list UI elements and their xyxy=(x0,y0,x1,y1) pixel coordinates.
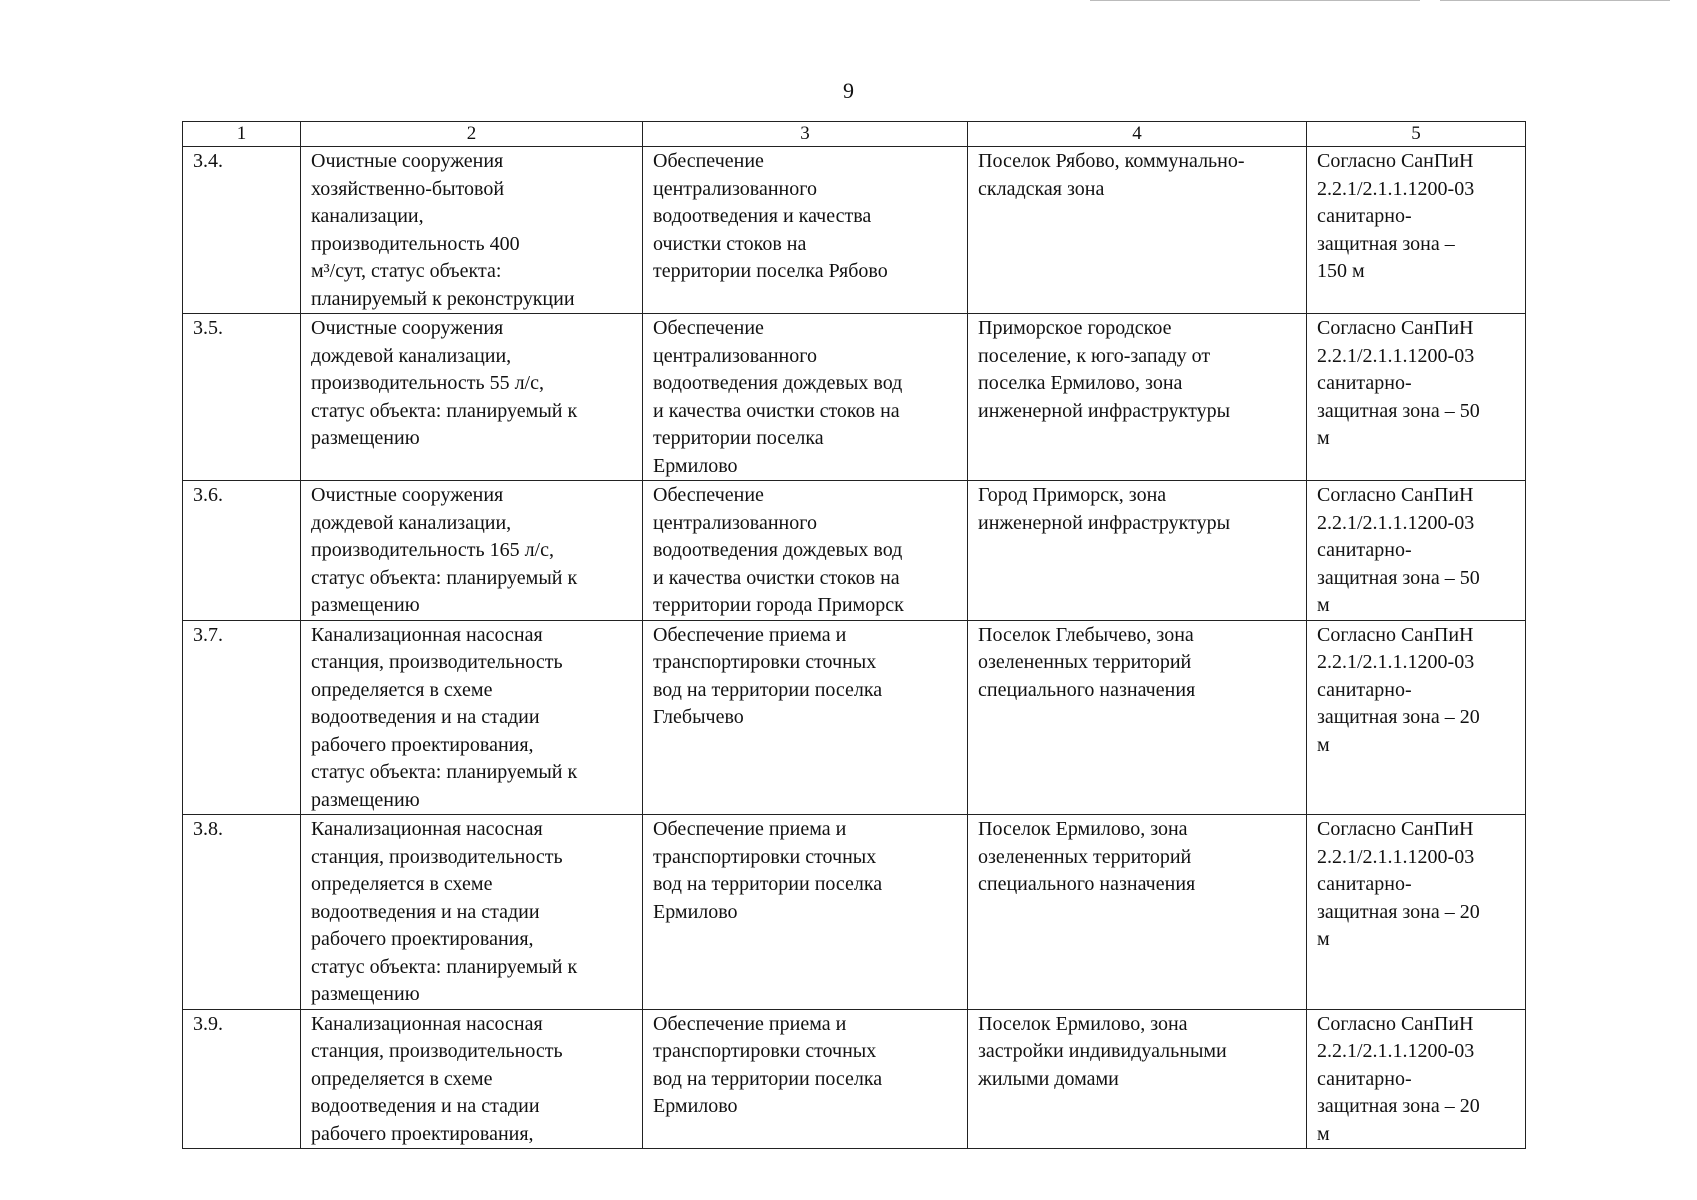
table-row xyxy=(183,620,1526,815)
table-row xyxy=(183,815,1526,1010)
purpose-cell: Обеспечение приема и транспортировки сточных вод на территории поселка Ермилово xyxy=(643,1009,968,1149)
zone-cell: Согласно СанПиН 2.2.1/2.1.1.1200-03 санитарно- защитная зона – 50 м xyxy=(1307,481,1526,621)
location-cell: Поселок Ермилово, зона озелененных территорий специального назначения xyxy=(968,815,1307,1010)
object-name-cell: Канализационная насосная станция, производительность определяется в схеме водоотведения и на стадии рабочего проектирования, статус объекта: планируемый к размещению xyxy=(301,620,643,815)
objects-table xyxy=(182,121,1526,1149)
column-header: 1 xyxy=(183,122,301,147)
zone-cell: Согласно СанПиН 2.2.1/2.1.1.1200-03 санитарно- защитная зона – 150 м xyxy=(1307,147,1526,314)
row-number-cell: 3.7. xyxy=(183,620,301,815)
purpose-cell: Обеспечение приема и транспортировки сточных вод на территории поселка Ермилово xyxy=(643,815,968,1010)
zone-cell: Согласно СанПиН 2.2.1/2.1.1.1200-03 санитарно- защитная зона – 20 м xyxy=(1307,620,1526,815)
purpose-cell: Обеспечение централизованного водоотведения и качества очистки стоков на территории поселка Рябово xyxy=(643,147,968,314)
object-name-cell: Очистные сооружения дождевой канализации, производительность 165 л/с, статус объекта: планируемый к размещению xyxy=(301,481,643,621)
row-number-cell: 3.4. xyxy=(183,147,301,314)
column-header: 5 xyxy=(1307,122,1526,147)
location-cell: Поселок Ермилово, зона застройки индивидуальными жилыми домами xyxy=(968,1009,1307,1149)
location-cell: Приморское городское поселение, к юго-западу от поселка Ермилово, зона инженерной инфраструктуры xyxy=(968,314,1307,481)
column-header: 2 xyxy=(301,122,643,147)
column-header: 3 xyxy=(643,122,968,147)
table-row xyxy=(183,481,1526,621)
row-number-cell: 3.9. xyxy=(183,1009,301,1149)
object-name-cell: Канализационная насосная станция, производительность определяется в схеме водоотведения и на стадии рабочего проектирования, статус объекта: планируемый к размещению xyxy=(301,815,643,1010)
object-name-cell: Очистные сооружения дождевой канализации, производительность 55 л/с, статус объекта: планируемый к размещению xyxy=(301,314,643,481)
zone-cell: Согласно СанПиН 2.2.1/2.1.1.1200-03 санитарно- защитная зона – 20 м xyxy=(1307,815,1526,1010)
table-row xyxy=(183,147,1526,314)
row-number-cell: 3.6. xyxy=(183,481,301,621)
table-row xyxy=(183,314,1526,481)
purpose-cell: Обеспечение централизованного водоотведения дождевых вод и качества очистки стоков на территории города Приморск xyxy=(643,481,968,621)
scan-artifact-line xyxy=(1440,0,1670,1)
object-name-cell: Очистные сооружения хозяйственно-бытовой канализации, производительность 400 м³/сут, статус объекта: планируемый к реконструкции xyxy=(301,147,643,314)
location-cell: Поселок Рябово, коммунально- складская зона xyxy=(968,147,1307,314)
row-number-cell: 3.5. xyxy=(183,314,301,481)
page-number: 9 xyxy=(843,78,854,103)
location-cell: Поселок Глебычево, зона озелененных территорий специального назначения xyxy=(968,620,1307,815)
row-number-cell: 3.8. xyxy=(183,815,301,1010)
zone-cell: Согласно СанПиН 2.2.1/2.1.1.1200-03 санитарно- защитная зона – 50 м xyxy=(1307,314,1526,481)
table-row xyxy=(183,1009,1526,1149)
column-header: 4 xyxy=(968,122,1307,147)
object-name-cell: Канализационная насосная станция, производительность определяется в схеме водоотведения и на стадии рабочего проектирования, xyxy=(301,1009,643,1149)
header-row xyxy=(183,122,1526,147)
purpose-cell: Обеспечение приема и транспортировки сточных вод на территории поселка Глебычево xyxy=(643,620,968,815)
scan-artifact-line xyxy=(1090,0,1420,1)
location-cell: Город Приморск, зона инженерной инфраструктуры xyxy=(968,481,1307,621)
purpose-cell: Обеспечение централизованного водоотведения дождевых вод и качества очистки стоков на территории поселка Ермилово xyxy=(643,314,968,481)
zone-cell: Согласно СанПиН 2.2.1/2.1.1.1200-03 санитарно- защитная зона – 20 м xyxy=(1307,1009,1526,1149)
